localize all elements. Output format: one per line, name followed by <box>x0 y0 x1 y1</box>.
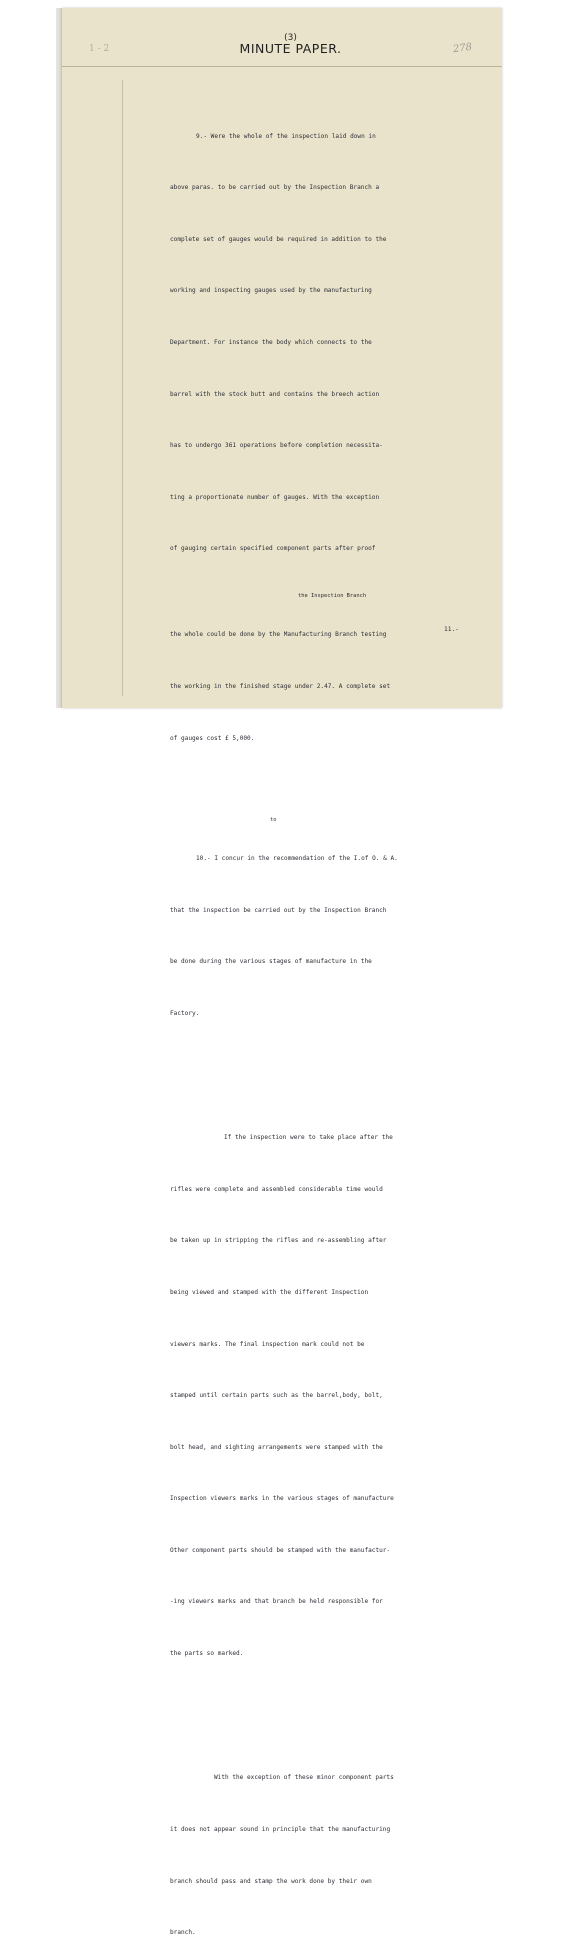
text-line: viewers marks. The final inspection mark could not be <box>170 1340 365 1348</box>
typed-body <box>170 76 492 1959</box>
text-line: working and inspecting gauges used by the manufacturing <box>170 287 372 295</box>
text-line: If the inspection were to take place after the <box>224 1134 393 1142</box>
text-line: complete set of gauges would be required in addition to the <box>170 235 387 243</box>
text-line: barrel with the stock butt and contains the breech action <box>170 390 380 398</box>
margin-rule <box>122 80 123 696</box>
catchword: 11.- <box>444 626 459 633</box>
paragraph-gap <box>170 1714 492 1718</box>
page-number: (3) <box>284 33 297 43</box>
pencil-annotation-left: 1 - 2 <box>89 44 110 54</box>
text-line: Department. For instance the body which connects to the <box>170 338 372 346</box>
text-line: above paras. to be carried out by the Inspection Branch a <box>170 184 380 192</box>
text-line: bolt head, and sighting arrangements were stamped with the <box>170 1443 383 1451</box>
paragraph-gap <box>170 1074 492 1078</box>
text-line: ting a proportionate number of gauges. With the exception <box>170 493 380 501</box>
text-line: branch. <box>170 1929 196 1937</box>
text-line: be done during the various stages of manufacture in the <box>170 958 372 966</box>
text-line: that the inspection be carried out by the Inspection Branch <box>170 906 387 914</box>
text-line: Factory. <box>170 1009 200 1017</box>
text-line: the parts so marked. <box>170 1650 244 1658</box>
pencil-annotation-right: 278 <box>452 41 473 56</box>
text-line: 9.- Were the whole of the inspection laid down in <box>196 132 376 140</box>
text-line: it does not appear sound in principle that the manufacturing <box>170 1826 391 1834</box>
page-title: MINUTE PAPER. <box>239 41 342 56</box>
text-line: being viewed and stamped with the different Inspection <box>170 1288 369 1296</box>
text-line: has to undergo 361 operations before completion necessita- <box>170 442 383 450</box>
interlinear-insert <box>170 816 492 821</box>
text-line: of gauging certain specified component parts after proof <box>170 545 376 553</box>
text-line: With the exception of these minor component parts <box>214 1774 394 1782</box>
text-line: Inspection viewers marks in the various stages of manufacture <box>170 1495 394 1503</box>
header-rule <box>62 66 502 67</box>
text-line: branch should pass and stamp the work done by their own <box>170 1877 372 1885</box>
text-line: the working in the finished stage under 2.47. A complete set <box>170 682 391 690</box>
text-line: be taken up in stripping the rifles and re-assembling after <box>170 1237 387 1245</box>
insert-text: the Inspection Branch <box>298 592 367 599</box>
text-line: 10.- I concur in the recommendation of the I.of O. & A. <box>196 854 398 862</box>
insert-text: to <box>270 816 277 823</box>
text-line: stamped until certain parts such as the barrel,body, bolt, <box>170 1392 383 1400</box>
interlinear-insert <box>170 592 492 597</box>
text-line: the whole could be done by the Manufacturing Branch testing <box>170 631 387 639</box>
text-line: rifles were complete and assembled considerable time would <box>170 1185 383 1193</box>
text-line: Other component parts should be stamped with the manufactur- <box>170 1546 391 1554</box>
text-line: of gauges cost £ 5,000. <box>170 734 255 742</box>
text-line: -ing viewers marks and that branch be held responsible for <box>170 1598 383 1606</box>
